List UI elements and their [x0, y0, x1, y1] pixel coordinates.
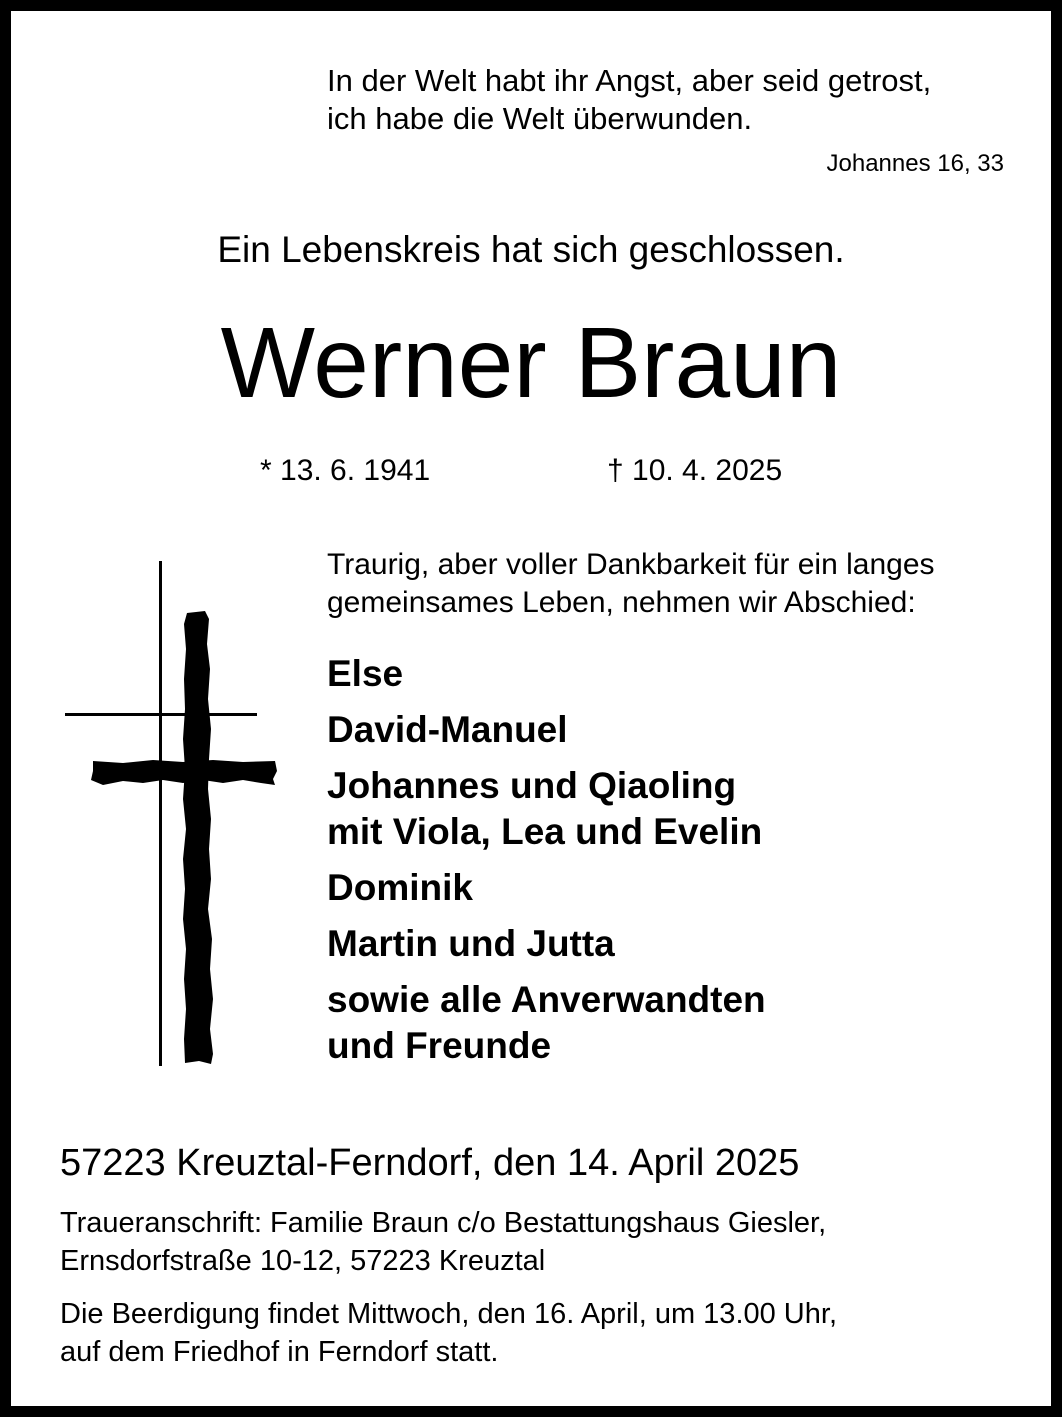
bible-verse-reference: Johannes 16, 33: [826, 150, 1004, 177]
mourner-name: sowie alle Anverwandten: [327, 979, 766, 1020]
cross-icon: [63, 549, 293, 1074]
place-and-date: 57223 Kreuztal-Ferndorf, den 14. April 2025: [60, 1142, 800, 1184]
mourner-entry: [327, 921, 766, 967]
bible-verse-line: In der Welt habt ihr Angst, aber seid getrost,: [327, 63, 932, 98]
mourner-entry: [327, 651, 766, 697]
funeral-details: [60, 1295, 837, 1371]
mourner-entry: [327, 977, 766, 1069]
mourner-name: Else: [327, 653, 404, 694]
mourners-list: [327, 651, 766, 1079]
mourner-entry: [327, 865, 766, 911]
mourner-name: mit Viola, Lea und Evelin: [327, 811, 763, 852]
intro-text: Ein Lebenskreis hat sich geschlossen.: [217, 229, 845, 270]
mourner-name: und Freunde: [327, 1025, 552, 1066]
mourner-name: David-Manuel: [327, 709, 568, 750]
funeral-details-line: Die Beerdigung findet Mittwoch, den 16. April, um 13.00 Uhr,: [60, 1298, 837, 1330]
mourning-address: [60, 1204, 826, 1280]
mourner-entry: [327, 763, 766, 855]
funeral-details-line: auf dem Friedhof in Ferndorf statt.: [60, 1336, 499, 1368]
deceased-name: Werner Braun: [220, 307, 842, 419]
mourner-name: Dominik: [327, 867, 473, 908]
birth-date: * 13. 6. 1941: [260, 454, 431, 487]
bible-verse-line: ich habe die Welt überwunden.: [327, 101, 753, 136]
mourning-text: [327, 546, 935, 622]
mourner-name: Martin und Jutta: [327, 923, 615, 964]
mourner-entry: [327, 707, 766, 753]
mourner-name: Johannes und Qiaoling: [327, 765, 737, 806]
mourning-text-line: Traurig, aber voller Dankbarkeit für ein langes: [327, 548, 935, 581]
bible-verse: [327, 62, 931, 138]
death-date: † 10. 4. 2025: [607, 454, 783, 487]
mourning-address-line: Ernsdorfstraße 10-12, 57223 Kreuztal: [60, 1245, 546, 1277]
mourning-address-line: Traueranschrift: Familie Braun c/o Bestattungshaus Giesler,: [60, 1207, 827, 1239]
mourning-text-line: gemeinsames Leben, nehmen wir Abschied:: [327, 586, 916, 619]
